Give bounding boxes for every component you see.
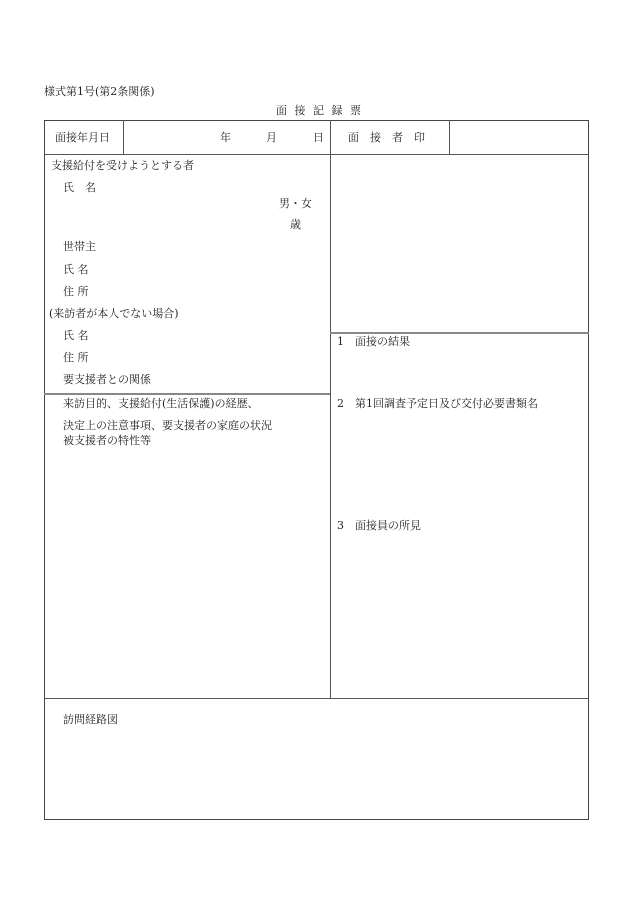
page-title: 面 接 記 録 票 (276, 104, 363, 117)
visit-purpose-line3: 被支援者の特性等 (63, 434, 151, 447)
applicant-name-label: 氏 名 (63, 181, 96, 194)
visit-purpose-line1: 来訪目的、支援給付(生活保護)の経歴、 (63, 397, 259, 410)
visitor-name-label: 氏 名 (63, 329, 89, 342)
household-address-label: 住 所 (63, 285, 89, 298)
interview-result-label: 1 面接の結果 (337, 335, 410, 348)
date-label-divider (123, 120, 124, 154)
form-table (44, 120, 589, 820)
center-divider (330, 120, 331, 698)
bottom-section-divider (44, 698, 589, 699)
sex-field: 男・女 (279, 197, 312, 210)
form-number: 様式第1号(第2条関係) (44, 85, 155, 98)
right-section-divider (330, 332, 589, 334)
applicant-section-title: 支援給付を受けようとする者 (51, 159, 194, 172)
household-name-label: 氏 名 (63, 263, 89, 276)
interview-date-label: 面接年月日 (55, 131, 110, 144)
month-label: 月 (266, 131, 277, 144)
year-label: 年 (220, 131, 231, 144)
household-head-label: 世帯主 (63, 240, 96, 253)
interviewer-seal-label: 面 接 者 印 (348, 131, 425, 144)
age-field: 歳 (290, 218, 301, 231)
first-survey-label: 2 第1回調査予定日及び交付必要書類名 (337, 397, 538, 410)
header-row-divider (44, 154, 589, 155)
visitor-relation-label: 要支援者との関係 (63, 373, 151, 386)
left-section-divider (44, 393, 330, 395)
route-map-label: 訪問経路図 (63, 713, 118, 726)
visitor-address-label: 住 所 (63, 351, 89, 364)
seal-divider (449, 120, 450, 154)
visit-purpose-line2: 決定上の注意事項、要支援者の家庭の状況 (63, 419, 272, 432)
interviewer-opinion-label: 3 面接員の所見 (337, 519, 421, 532)
visitor-note: (来訪者が本人でない場合) (49, 307, 179, 320)
day-label: 日 (313, 131, 324, 144)
